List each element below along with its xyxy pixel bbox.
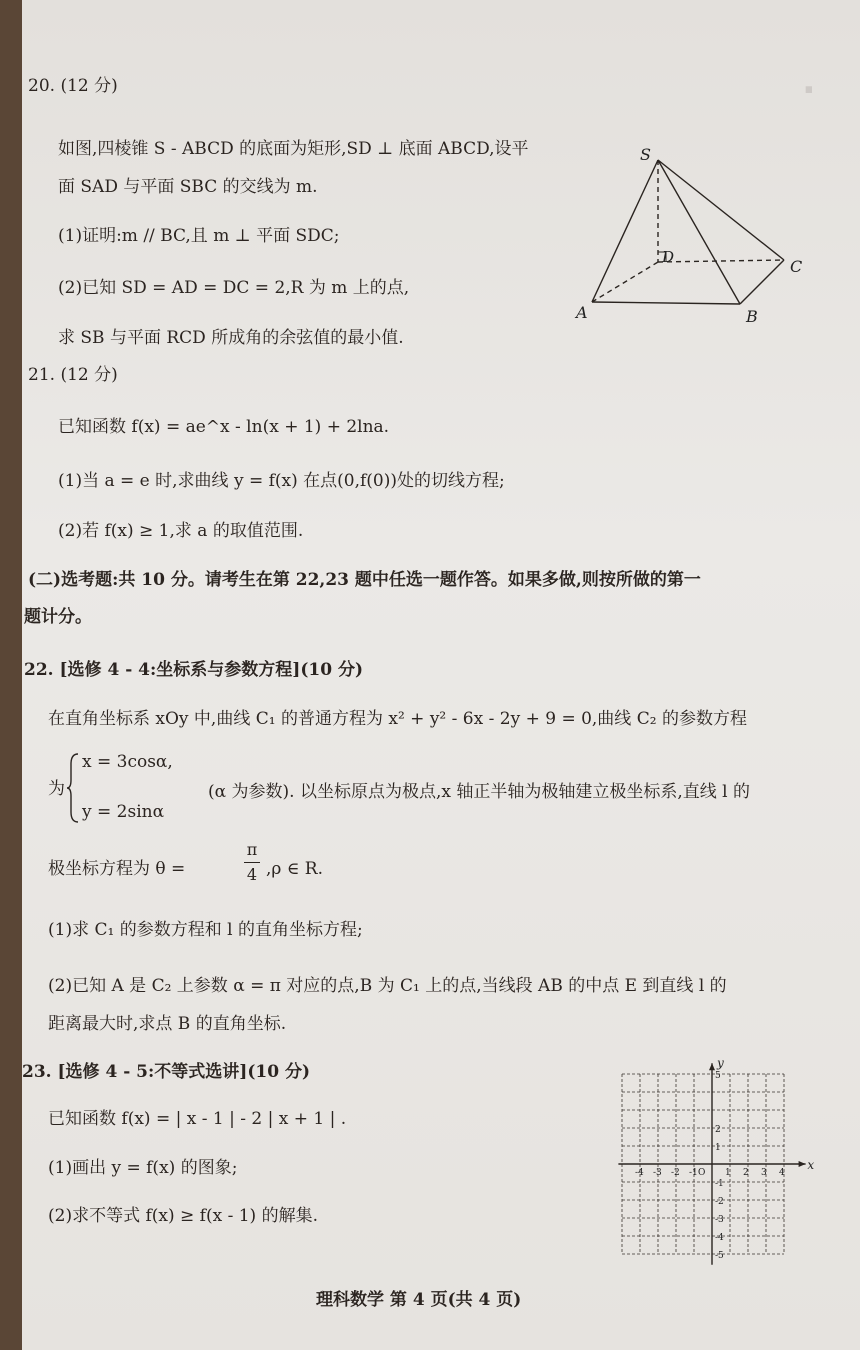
q22-part2-cont: 距离最大时,求点 B 的直角坐标. <box>48 1014 287 1034</box>
y-axis-arrow <box>709 1063 715 1070</box>
q20-ask: 求 SB 与平面 RCD 所成角的余弦值的最小值. <box>58 328 404 348</box>
x-tick-label: -4 <box>635 1168 644 1178</box>
y-tick-label: -4 <box>715 1233 724 1243</box>
q23-part1: (1)画出 y = f(x) 的图象; <box>48 1158 238 1178</box>
label-S: S <box>640 145 651 164</box>
q20-part1: (1)证明:m // BC,且 m ⊥ 平面 SDC; <box>58 226 340 246</box>
x-tick-label: 2 <box>743 1168 749 1178</box>
y-tick-label: -2 <box>715 1197 724 1207</box>
bleed-through: · <box>802 70 816 111</box>
q22-prefix: 为 <box>48 779 65 799</box>
edge-AB <box>592 302 740 304</box>
frac-denominator: 4 <box>246 865 258 884</box>
label-D: D <box>662 248 675 266</box>
pyramid-figure <box>570 138 810 328</box>
q23-header: 23. [选修 4 - 5:不等式选讲](10 分) <box>22 1062 310 1082</box>
x-tick-label: 3 <box>761 1168 767 1178</box>
q21-part2: (2)若 f(x) ≥ 1,求 a 的取值范围. <box>58 521 304 541</box>
q20-intro-line2: 面 SAD 与平面 SBC 的交线为 m. <box>58 177 318 197</box>
q22-fraction <box>242 840 262 892</box>
y-tick-label: 1 <box>715 1143 721 1153</box>
coordinate-grid <box>600 1055 815 1272</box>
q22-part2: (2)已知 A 是 C₂ 上参数 α = π 对应的点,B 为 C₁ 上的点,当线段 AB 的中点 E 到直线 l 的 <box>48 976 727 996</box>
y-tick-label: -5 <box>715 1251 724 1261</box>
q22-polar-suffix: ,ρ ∈ R. <box>266 859 323 879</box>
x-tick-label: -1 <box>689 1168 698 1178</box>
q21-header: 21. (12 分) <box>28 365 118 385</box>
coordinate-grid-figure <box>600 1055 815 1272</box>
q20-part2: (2)已知 SD = AD = DC = 2,R 为 m 上的点, <box>58 278 410 298</box>
y-tick-label: 2 <box>715 1125 721 1135</box>
q22-part1: (1)求 C₁ 的参数方程和 l 的直角坐标方程; <box>48 920 363 940</box>
q22-brace <box>66 752 80 824</box>
q23-intro: 已知函数 f(x) = | x - 1 | - 2 | x + 1 | . <box>48 1109 347 1129</box>
x-axis-label: x <box>807 1158 815 1172</box>
edge-SB <box>658 160 740 304</box>
x-tick-label: -2 <box>671 1168 680 1178</box>
x-tick-label: O <box>698 1168 706 1178</box>
label-B: B <box>746 307 758 326</box>
x-tick-label: 4 <box>779 1168 785 1178</box>
label-C: C <box>790 257 803 276</box>
optional-section-line1: (二)选考题:共 10 分。请考生在第 22,23 题中任选一题作答。如果多做,则按所做的第一 <box>28 570 701 590</box>
q22-eq1: x = 3cosα, <box>82 752 173 772</box>
q21-part1: (1)当 a = e 时,求曲线 y = f(x) 在点(0,f(0))处的切线方程; <box>58 471 505 491</box>
q23-part2: (2)求不等式 f(x) ≥ f(x - 1) 的解集. <box>48 1206 318 1226</box>
exam-page <box>22 0 860 1350</box>
q21-intro: 已知函数 f(x) = ae^x - ln(x + 1) + 2lna. <box>58 417 390 437</box>
y-tick-label: -3 <box>715 1215 724 1225</box>
x-tick-label: -3 <box>653 1168 662 1178</box>
y-axis-label: y <box>717 1055 724 1070</box>
q22-intro: 在直角坐标系 xOy 中,曲线 C₁ 的普通方程为 x² + y² - 6x - 2y + 9 = 0,曲线 C₂ 的参数方程 <box>48 709 747 729</box>
frac-numerator: π <box>246 840 258 859</box>
y-tick-label: 5 <box>715 1071 721 1081</box>
q22-header: 22. [选修 4 - 4:坐标系与参数方程](10 分) <box>24 660 363 680</box>
y-tick-label: -1 <box>715 1179 724 1189</box>
edge-SC <box>658 160 784 260</box>
edge-SA <box>592 160 658 302</box>
label-A: A <box>576 303 588 322</box>
x-axis-arrow <box>799 1161 806 1167</box>
edge-BC <box>740 260 784 304</box>
optional-section-line2: 题计分。 <box>24 607 92 627</box>
edge-DC <box>658 260 784 262</box>
page-footer: 理科数学 第 4 页(共 4 页) <box>316 1290 522 1310</box>
q20-header: 20. (12 分) <box>28 76 118 96</box>
q22-param-note: (α 为参数). 以坐标原点为极点,x 轴正半轴为极轴建立极坐标系,直线 l 的 <box>208 782 750 802</box>
q22-eq2: y = 2sinα <box>82 802 165 822</box>
q22-polar-prefix: 极坐标方程为 θ = <box>48 859 186 879</box>
x-tick-label: 1 <box>725 1168 731 1178</box>
q20-intro-line1: 如图,四棱锥 S - ABCD 的底面为矩形,SD ⊥ 底面 ABCD,设平 <box>58 139 529 159</box>
